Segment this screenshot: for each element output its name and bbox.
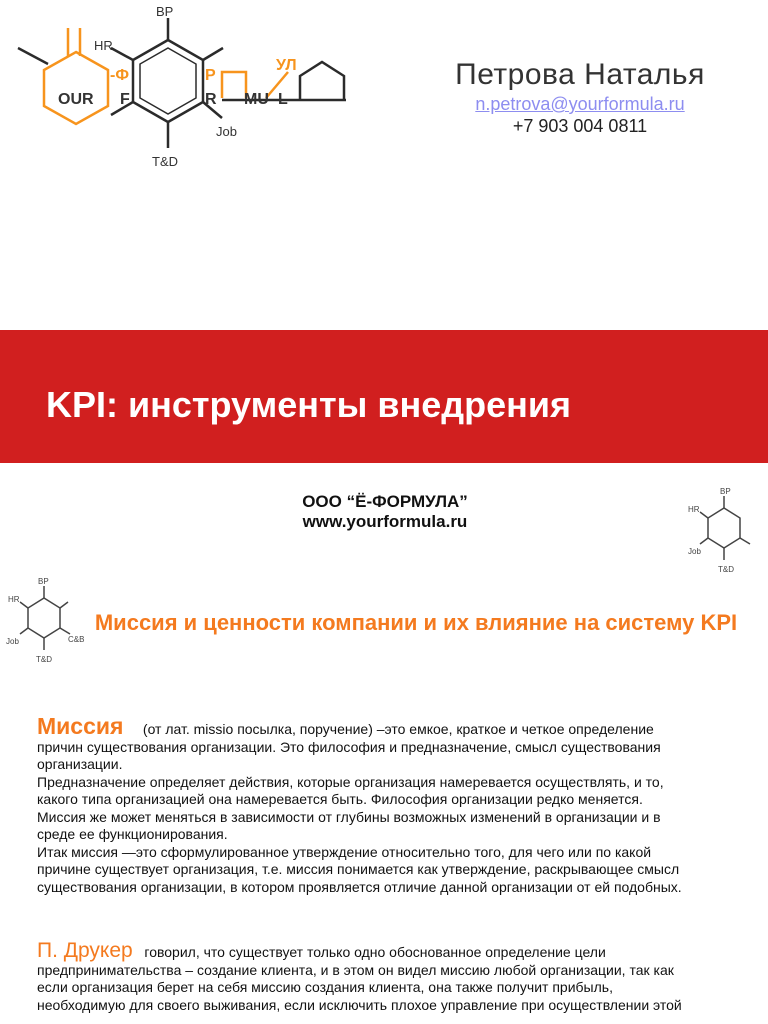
small-logo-hr: HR bbox=[8, 595, 20, 604]
logo-label-hr: HR bbox=[94, 38, 113, 53]
banner-title: KPI: инструменты внедрения bbox=[46, 384, 572, 425]
mission-line: Предназначение определяет действия, которые организация намеревается осуществлять, и то, bbox=[37, 773, 664, 790]
small-logo-td: T&D bbox=[36, 655, 52, 664]
contact-phone: +7 903 004 0811 bbox=[512, 116, 648, 136]
small-logo-bp: BP bbox=[38, 577, 49, 586]
small-logo-td: T&D bbox=[718, 565, 734, 574]
mission-first-line bbox=[37, 713, 737, 739]
mission-line: среде ее функционирования. bbox=[37, 826, 228, 842]
section-title: Миссия и ценности компании и их влияние на систему KPI bbox=[94, 610, 738, 635]
company-name: ООО “Ё-ФОРМУЛА” bbox=[302, 492, 468, 511]
mission-line: организации. bbox=[37, 756, 123, 772]
small-logo-icon bbox=[676, 484, 760, 576]
mission-line: причин существования организации. Это философия и предназначение, смысл существования bbox=[37, 738, 661, 755]
mission-lead: Миссия bbox=[37, 713, 124, 739]
company-site[interactable]: www.yourformula.ru bbox=[302, 512, 468, 531]
drucker-lead: П. Друкер bbox=[37, 939, 133, 962]
mission-intro: (от лат. missio посылка, поручение) –это емкое, краткое и четкое определение bbox=[142, 721, 654, 737]
small-logo-icon bbox=[2, 574, 90, 666]
small-logo-job: Job bbox=[6, 637, 19, 646]
logo-label-td: T&D bbox=[152, 154, 178, 168]
small-logo-job: Job bbox=[688, 547, 701, 556]
mission-line: существования организации, в котором проявляется отличие данной организации от ей подобных. bbox=[37, 878, 682, 895]
logo-label-r: R bbox=[205, 91, 217, 108]
logo-label-bp: BP bbox=[156, 4, 174, 19]
logo-label-f: F bbox=[120, 91, 130, 108]
contact-email-link[interactable]: n.petrova@yourformula.ru bbox=[475, 94, 685, 114]
logo-label-ul: УЛ bbox=[276, 57, 297, 74]
mission-line: причине существует организация, т.е. миссия понимается как утверждение, раскрывающее смысл bbox=[37, 861, 680, 877]
contact-name: Петрова Наталья bbox=[455, 58, 705, 91]
drucker-intro: говорил, что существует только одно обоснованное определение цели bbox=[144, 944, 606, 960]
logo-label-mu: MU bbox=[244, 91, 269, 108]
drucker-line: если организация берет на себя миссию создания клиента, она также получит прибыль, bbox=[37, 979, 613, 995]
company-info bbox=[230, 492, 540, 532]
drucker-line: предпринимательства – создание клиента, и в этом он видел миссию любой организации, так как bbox=[37, 961, 674, 978]
drucker-line: необходимую для своего выживания, если исключить плохое управление при осуществлении этой bbox=[37, 996, 682, 1013]
drucker-first-line bbox=[37, 939, 737, 962]
small-logo-bp: BP bbox=[720, 487, 731, 496]
mission-line: Миссия же может меняться в зависимости от глубины возможных изменений в организации и в bbox=[37, 808, 661, 825]
logo-label-job: Job bbox=[216, 124, 237, 139]
mission-line: какого типа организацией она намеревается быть. Философия организации редко меняется. bbox=[37, 791, 643, 807]
mission-line: Итак миссия —это сформулированное утверждение относительно того, для чего или по какой bbox=[37, 843, 652, 860]
logo-label-f-dash: -Ф bbox=[110, 67, 129, 84]
mission-paragraph bbox=[37, 713, 737, 896]
small-logo-hr: HR bbox=[688, 505, 700, 514]
logo-label-l: L bbox=[278, 91, 288, 108]
company-logo bbox=[8, 0, 360, 168]
logo-label-our: OUR bbox=[58, 91, 94, 108]
drucker-paragraph bbox=[37, 939, 737, 1014]
logo-label-p: P bbox=[205, 67, 216, 84]
contact-block bbox=[420, 58, 740, 137]
small-logo-cb: C&B bbox=[68, 635, 85, 644]
